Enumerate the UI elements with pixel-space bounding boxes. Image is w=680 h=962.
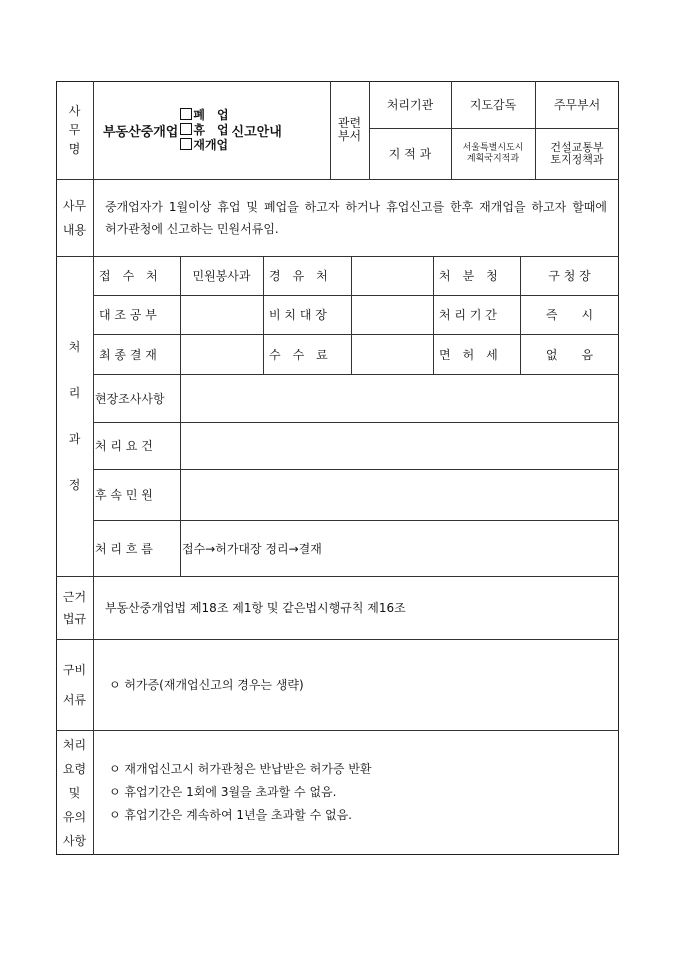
- grid-value: [351, 256, 433, 295]
- related-dept-label: [330, 81, 369, 179]
- label-line: 내용: [62, 222, 87, 237]
- dept-value-supervision: [451, 128, 535, 179]
- dept-value: 서울특별시도시 계획국지적과: [462, 142, 524, 164]
- checkbox-icon[interactable]: [180, 108, 192, 120]
- label-char: 정: [68, 478, 81, 492]
- notes-list: [93, 730, 619, 855]
- label-line: 처리: [62, 737, 87, 752]
- grid-value: [351, 295, 433, 334]
- grid-label: [93, 295, 180, 334]
- affair-content-text: [93, 179, 619, 256]
- cell-text: 수 수 료: [269, 347, 328, 362]
- label-line: 및: [68, 785, 81, 800]
- label-line: 사항: [62, 833, 87, 848]
- paragraph: 중개업자가 1월이상 휴업 및 폐업을 하고자 하거나 휴업신고를 한후 재개업을 하고자 할때에 허가관청에 신고하는 민원서류임.: [105, 199, 607, 236]
- notes-label: [56, 730, 93, 855]
- cell-text: 없 음: [545, 347, 594, 362]
- process-row-value: [180, 374, 619, 422]
- grid-label: [93, 334, 180, 374]
- option-label: 재개업: [193, 137, 229, 152]
- cell-text: 처 분 청: [439, 269, 498, 283]
- grid-label: [263, 256, 351, 295]
- grid-label: [93, 256, 180, 295]
- checkbox-icon[interactable]: [180, 138, 192, 150]
- cell-text: 접 수 처: [99, 269, 158, 283]
- option-suspension[interactable]: [180, 123, 228, 138]
- process-row-label: [93, 422, 180, 469]
- cell-text: 면 허 세: [439, 347, 498, 362]
- title-prefix: 부동산중개업: [103, 124, 179, 140]
- grid-value: [520, 256, 619, 295]
- process-row-label: [93, 374, 180, 422]
- dept-value-processing: [369, 128, 451, 179]
- label-char: 무: [68, 122, 81, 137]
- legal-basis-text: [93, 576, 619, 639]
- label-char: 사: [68, 103, 81, 118]
- grid-value: [351, 334, 433, 374]
- option-label: 휴 업: [193, 122, 229, 137]
- grid-label: [263, 334, 351, 374]
- cell-text: 즉 시: [545, 308, 594, 322]
- affair-content-label: [56, 179, 93, 256]
- label-char: 명: [68, 141, 81, 156]
- required-docs-label: [56, 639, 93, 730]
- cell-text: 후 속 민 원: [95, 488, 153, 502]
- option-label: 폐 업: [193, 107, 229, 122]
- form-title: [93, 81, 330, 179]
- required-docs-text: [93, 639, 619, 730]
- checkbox-icon[interactable]: [180, 123, 192, 135]
- process-flow-value: [180, 520, 619, 576]
- label-line: 사무: [62, 198, 87, 213]
- process-row-label: [93, 520, 180, 576]
- dept-value: 지 적 과: [388, 147, 432, 161]
- cell-text: 현장조사사항: [95, 391, 165, 406]
- label-line: 서류: [62, 692, 87, 707]
- grid-value: [180, 256, 263, 295]
- cell-text: 접수→허가대장 정리→결재: [182, 541, 322, 556]
- paragraph: ㅇ 허가증(재개업신고의 경우는 생략): [109, 678, 304, 692]
- grid-value: [520, 295, 619, 334]
- process-row-value: [180, 469, 619, 520]
- label-line: 법규: [62, 611, 87, 626]
- label-line: 요령: [62, 761, 87, 776]
- grid-label: [433, 334, 520, 374]
- grid-label: [263, 295, 351, 334]
- dept-header: 지도감독: [469, 98, 517, 112]
- process-label: [56, 256, 93, 576]
- grid-value: [520, 334, 619, 374]
- cell-text: 처 리 기 간: [439, 308, 497, 322]
- report-type-options: [180, 108, 228, 153]
- dept-header-processing: [369, 81, 451, 128]
- grid-label: [433, 295, 520, 334]
- cell-text: 비 치 대 장: [269, 308, 327, 322]
- label-line: 구비: [62, 662, 87, 677]
- grid-label: [433, 256, 520, 295]
- legal-basis-label: [56, 576, 93, 639]
- dept-header-supervision: [451, 81, 535, 128]
- grid-value: [180, 334, 263, 374]
- option-reopening[interactable]: [180, 138, 228, 153]
- paragraph: 부동산중개업법 제18조 제1항 및 같은법시행규칙 제16조: [105, 601, 406, 615]
- process-row-label: [93, 469, 180, 520]
- label-line: 근거: [62, 589, 87, 604]
- label-char: 과: [68, 432, 81, 446]
- cell-text: 처 리 요 건: [95, 439, 153, 453]
- dept-header: 처리기관: [386, 98, 434, 112]
- dept-header: 주무부서: [553, 98, 601, 112]
- label-char: 처: [68, 340, 81, 354]
- cell-text: 구 청 장: [548, 269, 591, 283]
- title-suffix: 신고안내: [231, 124, 282, 140]
- label-char: 리: [68, 386, 81, 400]
- label-line: 유의: [62, 809, 87, 824]
- process-row-value: [180, 422, 619, 469]
- cell-text: 민원봉사과: [192, 269, 251, 283]
- dept-value: 건설교통부 토지정책과: [550, 140, 604, 166]
- grid-value: [180, 295, 263, 334]
- label-line: 관련: [337, 116, 362, 130]
- cell-text: 최 종 결 재: [99, 347, 157, 362]
- dept-value-main: [535, 128, 619, 179]
- option-closure[interactable]: [180, 108, 228, 123]
- cell-text: 대 조 공 부: [99, 308, 157, 322]
- affair-name-label: [56, 81, 93, 179]
- label-line: 부서: [337, 129, 362, 143]
- list-item: ㅇ 휴업기간은 1회에 3월을 초과할 수 없음.: [109, 785, 337, 799]
- list-item: ㅇ 휴업기간은 계속하여 1년을 초과할 수 없음.: [109, 808, 352, 822]
- list-item: ㅇ 재개업신고시 허가관청은 반납받은 허가증 반환: [109, 762, 372, 776]
- cell-text: 처 리 흐 름: [95, 541, 153, 556]
- cell-text: 경 유 처: [269, 269, 328, 283]
- dept-header-main: [535, 81, 619, 128]
